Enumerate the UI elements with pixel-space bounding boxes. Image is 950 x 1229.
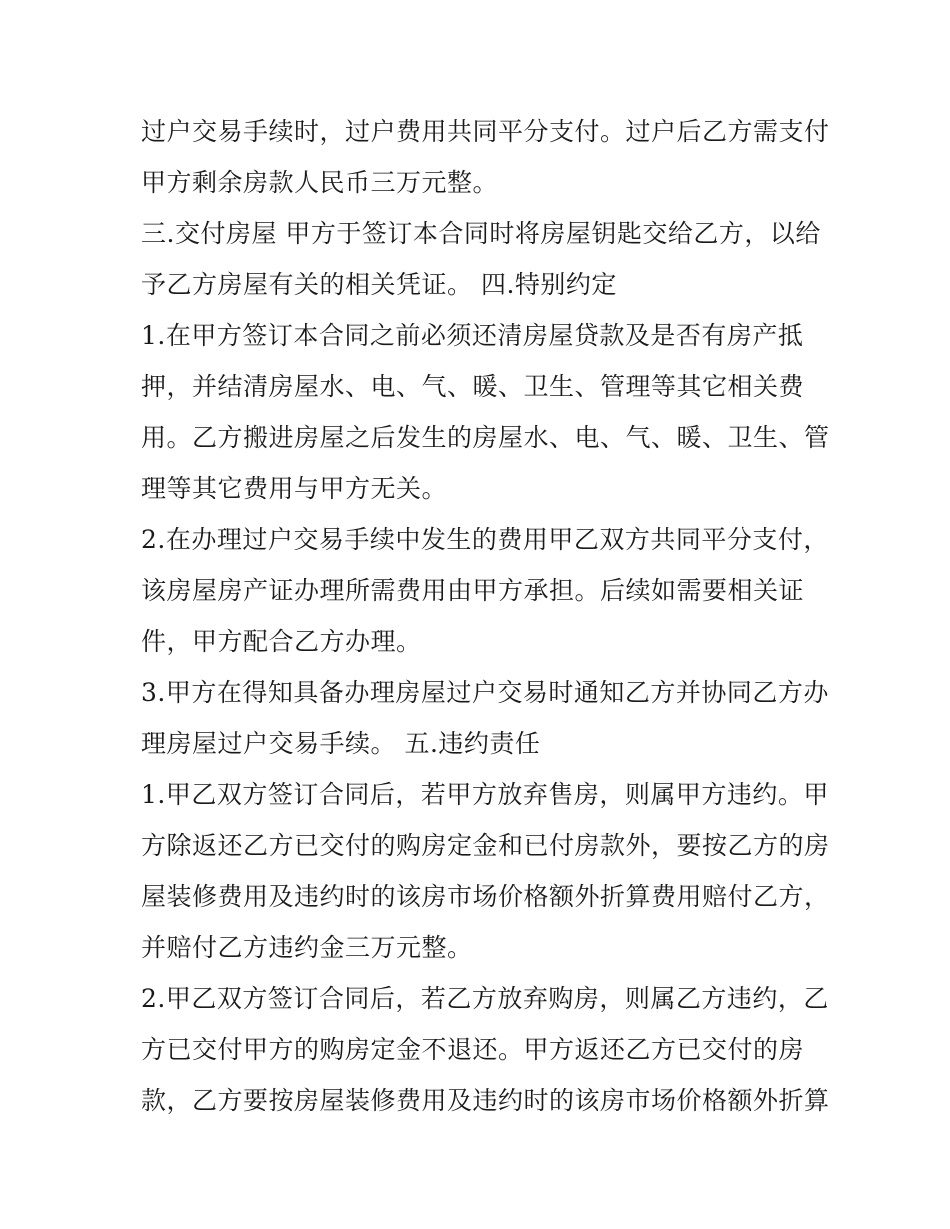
text-line: 2.甲乙双方签订合同后，若乙方放弃购房，则属乙方违约，乙 xyxy=(141,984,829,1013)
text-line: 理等其它费用与甲方无关。 xyxy=(141,474,448,503)
text-line: 该房屋房产证办理所需费用由甲方承担。后续如需要相关证 xyxy=(141,576,805,605)
text-line: 屋装修费用及违约时的该房市场价格额外折算费用赔付乙方， xyxy=(141,882,830,911)
text-line: 款，乙方要按房屋装修费用及违约时的该房市场价格额外折算 xyxy=(141,1086,830,1115)
text-line: 3.甲方在得知具备办理房屋过户交易时通知乙方并协同乙方办 xyxy=(141,678,829,707)
text-line: 2.在办理过户交易手续中发生的费用甲乙双方共同平分支付， xyxy=(141,525,829,554)
text-line: 甲方剩余房款人民币三万元整。 xyxy=(141,168,499,197)
text-line: 并赔付乙方违约金三万元整。 xyxy=(141,933,473,962)
text-line: 方已交付甲方的购房定金不退还。甲方返还乙方已交付的房 xyxy=(141,1035,805,1064)
text-line: 件，甲方配合乙方办理。 xyxy=(141,627,422,656)
text-line: 予乙方房屋有关的相关凭证。 四.特别约定 xyxy=(141,270,617,299)
text-line: 1.在甲方签订本合同之前必须还清房屋贷款及是否有房产抵 xyxy=(141,321,804,350)
text-line: 理房屋过户交易手续。 五.违约责任 xyxy=(141,729,541,758)
text-line: 押，并结清房屋水、电、气、暖、卫生、管理等其它相关费 xyxy=(141,372,805,401)
text-line: 三.交付房屋 甲方于签订本合同时将房屋钥匙交给乙方，以给 xyxy=(141,219,821,248)
text-line: 用。乙方搬进房屋之后发生的房屋水、电、气、暖、卫生、管 xyxy=(141,423,830,452)
text-line: 过户交易手续时，过户费用共同平分支付。过户后乙方需支付 xyxy=(141,117,830,146)
text-line: 方除返还乙方已交付的购房定金和已付房款外，要按乙方的房 xyxy=(141,831,830,860)
text-line: 1.甲乙双方签订合同后，若甲方放弃售房，则属甲方违约。甲 xyxy=(141,780,829,809)
document-body xyxy=(141,106,830,1126)
